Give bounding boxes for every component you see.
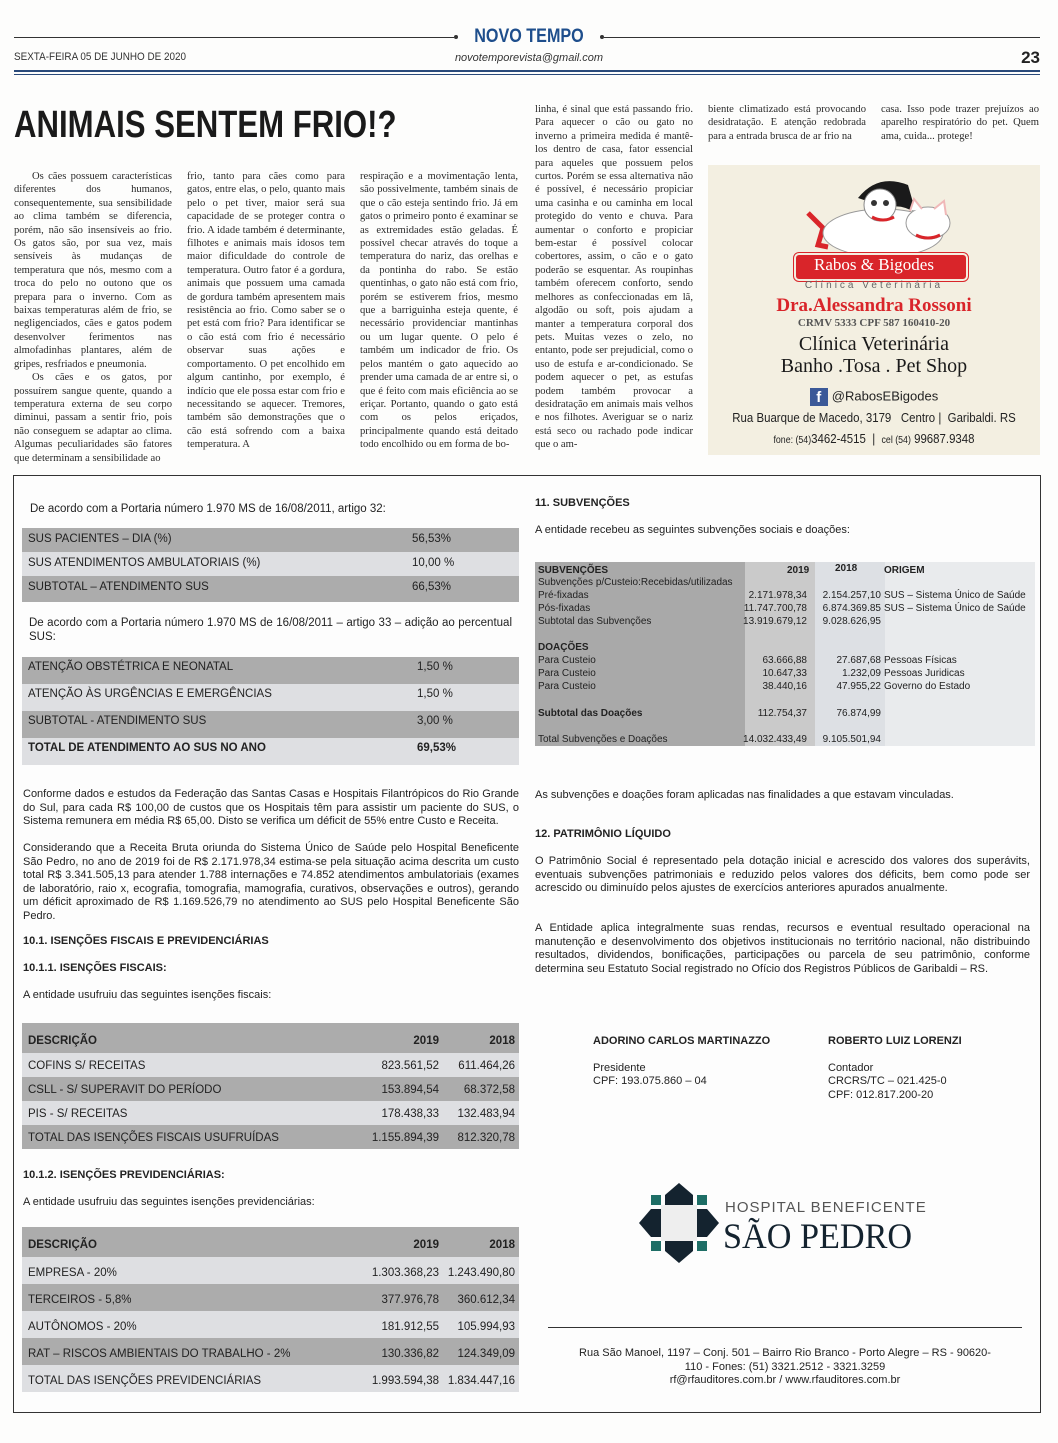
column-header: 2018 (489, 1035, 515, 1047)
heading-10-1-2: 10.1.2. ISENÇÕES PREVIDENCIÁRIAS: (23, 1169, 225, 1181)
row-value: 1,50 % (417, 661, 453, 673)
table-row (22, 1338, 519, 1365)
ad-line1: Clínica Veterinária (798, 333, 950, 355)
origem: SUS – Sistema Único de Saúde (884, 590, 1026, 601)
value-2019: 130.336,82 (381, 1348, 439, 1360)
row-label: TOTAL DE ATENDIMENTO AO SUS NO ANO (28, 742, 266, 754)
value-2019: 14.032.433,49 (743, 734, 807, 745)
header-divider (14, 70, 1040, 72)
ad-crmv: CRMV 5333 CPF 587 160410-20 (797, 317, 951, 329)
header-email: novotemporevista@gmail.com (454, 52, 604, 64)
hospital-logo-icon (639, 1183, 719, 1263)
footer-line: Rua São Manoel, 1197 – Conj. 501 – Bairro Rio Branco - Porto Alegre – RS - 90620- (579, 1347, 991, 1359)
intro-previdenciarias: A entidade usufruiu das seguintes isenções previdenciárias: (23, 1196, 315, 1208)
table-row (22, 1311, 519, 1338)
value-2019: 63.666,88 (762, 655, 807, 666)
paragraph-patrimonio: O Patrimônio Social é representado pela dotação inicial e acrescido dos valores dos superávits, eventuais subvenções patrimoniais e reduzido pelos valores dos déficits, bem como pode ser acrescido ou diminuído pelos ajustes de exercícios anteriores apurados anualmente. (535, 855, 1030, 894)
heading-10-1-1: 10.1.1. ISENÇÕES FISCAIS: (23, 962, 167, 974)
row-label: CSLL - S/ SUPERAVIT DO PERÍODO (28, 1084, 222, 1096)
vet-clinic-ad (708, 165, 1040, 455)
table-isencoes-previdenciarias (22, 1227, 519, 1392)
value-2019: 11.747.700,78 (743, 603, 807, 614)
article-column-3 (360, 170, 518, 452)
ad-facebook-handle: @RabosEBigodes (831, 388, 939, 404)
row-label: SUBTOTAL - ATENDIMENTO SUS (28, 715, 207, 727)
ad-phones: fone: (54)3462-4515 | cel (54) 99687.9348 (773, 431, 975, 446)
signature-accountant (828, 1035, 962, 1102)
value-2018: 1.232,09 (842, 668, 881, 679)
phone: 3462-4515 (811, 431, 866, 446)
value-2018: 68.372,58 (463, 1084, 515, 1096)
paragraph-aplicadas: As subvenções e doações foram aplicadas nas finalidades a que estavam vinculadas. (535, 789, 954, 801)
row-label: RAT – RISCOS AMBIENTAIS DO TRABALHO - 2% (28, 1348, 291, 1360)
row-label: Para Custeio (538, 681, 596, 692)
column-header: 2019 (787, 565, 810, 576)
signer-role: Contador (828, 1061, 874, 1074)
row-label: Subtotal das Doações (538, 708, 643, 719)
article-paragraph: casa. Isso pode trazer prejuízos ao aparelho respiratório do pet. Quem ama, cuida... protege! (881, 104, 1039, 142)
value-2018: 2.154.257,10 (822, 590, 881, 601)
column-header: SUBVENÇÕES (538, 565, 609, 576)
row-label: Subtotal das Subvenções (538, 616, 652, 627)
value-2018: 9.028.626,95 (822, 616, 881, 627)
section-label: DOAÇÕES (538, 642, 589, 653)
table-row (22, 1053, 519, 1077)
row-label: Pré-fixadas (538, 590, 589, 601)
logo-name: SÃO PEDRO (723, 1216, 913, 1256)
value-2018: 1.834.447,16 (447, 1375, 515, 1387)
value-2018: 812.320,78 (457, 1132, 515, 1144)
row-value: 1,50 % (417, 688, 453, 700)
intro-fiscais: A entidade usufruiu das seguintes isenções fiscais: (23, 989, 272, 1001)
row-value: 69,53% (417, 742, 457, 754)
table-row (22, 576, 519, 602)
column-header: DESCRIÇÃO (28, 1239, 98, 1251)
row-label: TERCEIROS - 5,8% (28, 1294, 132, 1306)
value-2018: 27.687,68 (836, 655, 881, 666)
row-label: Para Custeio (538, 655, 596, 666)
column-header: DESCRIÇÃO (28, 1035, 98, 1047)
table-row (22, 684, 519, 711)
masthead: NOVO TEMPO (474, 26, 584, 47)
signer-crc: CRCRS/TC – 021.425-0 (828, 1075, 947, 1087)
table-subvencoes (535, 562, 1035, 746)
footer-email-link[interactable]: rf@rfauditores.com.br / www.rfauditores.com.br (669, 1374, 901, 1386)
table-row (22, 528, 519, 552)
value-2018: 47.955,22 (836, 681, 881, 692)
article-paragraph: Os cães e os gatos, por possuírem sangue quente, quando a temperatura externa de seu corpo diminui, passam a sentir frio, pois não conseguem se adaptar ao clima. Algumas peculiaridades são fatores que determinam a sensibilidade ao (14, 372, 172, 464)
value-2018: 132.483,94 (457, 1108, 515, 1120)
article-column-1 (14, 170, 172, 465)
ad-subtitle: Clínica Veterinária (804, 280, 944, 291)
table-art33 (22, 657, 519, 765)
origem: SUS – Sistema Único de Saúde (884, 603, 1026, 614)
row-label: Pós-fixadas (538, 603, 591, 614)
table-row (22, 711, 519, 738)
value-2019: 38.440,16 (762, 681, 807, 692)
value-2019: 181.912,55 (381, 1321, 439, 1333)
table-header-row (22, 1023, 519, 1053)
table-row (22, 1284, 519, 1311)
table-isencoes-fiscais (22, 1023, 519, 1149)
row-label: AUTÔNOMOS - 20% (28, 1321, 137, 1333)
cel: 99687.9348 (914, 431, 975, 446)
row-value: 3,00 % (417, 715, 453, 727)
article-paragraph: Os cães possuem características diferentes dos humanos, consequentemente, sua sensibilidade ao clima também se diferencia, porém, não são insensíveis ao frio. Os gatos são, por sua vez, mais sensíveis às mudanças de temperatura que nós, mesmo com a troca do pelo no outono que os prepara para o inverno. Com as baixas temperaturas além de frio, se negligenciados, cães e gatos podem desenvolver ferimentos nas almofadinhas plantares, além de gripes, resfriados e pneumonia. (14, 171, 172, 370)
value-2019: 178.438,33 (381, 1108, 439, 1120)
ad-facebook (708, 388, 1040, 406)
footer-rule (548, 1327, 1022, 1328)
value-2019: 2.171.978,34 (748, 590, 807, 601)
table-row (22, 1101, 519, 1125)
signer-name: ROBERTO LUIZ LORENZI (828, 1035, 962, 1047)
column-header: 2018 (835, 563, 858, 574)
origem: Governo do Estado (884, 681, 971, 692)
footer-line: 110 - Fones: (51) 3321.2512 - 3321.3259 (684, 1360, 886, 1373)
article-column-2 (187, 170, 345, 452)
heading-10-1: 10.1. ISENÇÕES FISCAIS E PREVIDENCIÁRIAS (23, 935, 269, 947)
value-2018: 124.349,09 (457, 1348, 515, 1360)
ad-line2: Banho .Tosa . Pet Shop (780, 355, 968, 377)
origem: Pessoas Juridicas (884, 668, 965, 679)
phone-label: fone: (54) (773, 435, 812, 446)
table-row (22, 1077, 519, 1101)
row-label: Total Subvenções e Doações (538, 734, 668, 745)
row-value: 10,00 % (412, 557, 455, 569)
value-2018: 105.994,93 (457, 1321, 515, 1333)
header-date: SEXTA-FEIRA 05 DE JUNHO DE 2020 (14, 51, 187, 63)
ad-doctor: Dra.Alessandra Rossoni (776, 295, 972, 316)
value-2019: 377.976,78 (381, 1294, 439, 1306)
table-row-total (22, 738, 519, 765)
intro-subvencoes: A entidade recebeu as seguintes subvenções sociais e doações: (535, 524, 850, 536)
paragraph-entidade: A Entidade aplica integralmente suas rendas, recursos e eventual resultado operacional na manutenção e desenvolvimento dos objetivos institucionais no território nacional, não distribuindo resultados, dividendos, bonificações, participações ou parcela de seu patrimônio, conforme determina seu Estatuto Social registrado no Ofício dos Registros Públicos de Garibaldi – RS. (535, 922, 1030, 975)
signer-name: ADORINO CARLOS MARTINAZZO (593, 1035, 771, 1047)
row-label: SUS PACIENTES – DIA (%) (28, 533, 172, 545)
origem: Pessoas Físicas (884, 655, 957, 666)
value-2019: 823.561,52 (381, 1060, 439, 1072)
paragraph-federacao: Conforme dados e estudos da Federação das Santas Casas e Hospitais Filantrópicos do Rio Grande do Sul, para cada R$ 100,00 de custos que os Hospitais têm para assistir um paciente do SUS, o Sistema remunera em média R$ 65,00. Disto se verifica um déficit de 55% entre Custo e Receita. (23, 788, 519, 827)
row-label: COFINS S/ RECEITAS (28, 1060, 146, 1072)
value-2018: 76.874,99 (836, 708, 881, 719)
value-2019: 112.754,37 (757, 708, 807, 719)
header-divider (14, 74, 1040, 75)
auditor-footer (548, 1347, 1022, 1388)
row-label: ATENÇÃO ÀS URGÊNCIAS E EMERGÊNCIAS (28, 688, 272, 700)
signature-president (593, 1035, 770, 1089)
article-column-4 (535, 103, 693, 452)
page-number: 23 (1021, 48, 1040, 67)
value-2019: 1.303.368,23 (371, 1267, 439, 1279)
table-row (22, 1257, 519, 1284)
value-2019: 10.647,33 (762, 668, 807, 679)
article-paragraph: respiração e a movimentação lenta, são possivelmente, também sinais de que o cão esteja sentindo frio. Já em gatos o primeiro ponto é examinar se as extremidades estão geladas. É possível checar através do toque a temperatura do nariz, das orelhas e da pontinha do rabo. Se estão quentinhas, o gato não está com frio, porém se estiverem frios, mesmo que a barriguinha esteja quente, é necessário providenciar mantinhas ou um lugar quente. O pelo é também um indicador de frio. Os pelos mantém o gato aquecido ao prender uma camada de ar entre si, o que é feito com mais eficiência ao se eriçar. Portanto, quando o gato está com os pelos eriçados, principalmente quando está deitado todo encolhido ou em forma de bo- (360, 171, 518, 451)
logo-top-text: HOSPITAL BENEFICENTE (725, 1199, 927, 1216)
ad-brand: Rabos & Bigodes (814, 255, 934, 274)
article-column-6 (881, 103, 1039, 143)
value-2019: 1.993.594,38 (371, 1375, 439, 1387)
cel-label: cel (54) (881, 435, 911, 446)
intro-art32: De acordo com a Portaria número 1.970 MS de 16/08/2011, artigo 32: (30, 503, 386, 515)
article-paragraph: biente climatizado está provocando desidratação. E atenção redobrada para a entrada brusca de ar frio na (708, 104, 866, 142)
intro-art33: De acordo com a Portaria número 1.970 MS de 16/08/2011 – artigo 33 – adição ao percentual SUS: (29, 617, 512, 643)
value-2018: 360.612,34 (457, 1294, 515, 1306)
value-2018: 6.874.369.85 (822, 603, 881, 614)
paragraph-receita: Considerando que a Receita Bruta oriunda do Sistema Único de Saúde pelo Hospital Beneficente São Pedro, no ano de 2019 foi de R$ 2.171.978,34 estima-se pela situação acima descrita um custo total R$ 3.341.505,13 para atender 1.788 internações e 74.852 atendimentos ambulatoriais (exames de laboratório, raio x, ecografia, tomografia, mamografia, curativos, observações e outros), gerando um déficit aproximado de R$ 1.169.526,79 no atendimento ao SUS pelo Hospital Beneficente São Pedro. (23, 842, 519, 922)
row-label: TOTAL DAS ISENÇÕES PREVIDENCIÁRIAS (28, 1375, 262, 1387)
heading-12: 12. PATRIMÔNIO LÍQUIDO (535, 828, 671, 840)
dog-cat-illustration (788, 173, 968, 261)
value-2018: 611.464,26 (458, 1060, 515, 1072)
table-row (22, 1365, 519, 1392)
table-row (22, 1125, 519, 1149)
row-label: EMPRESA - 20% (28, 1267, 117, 1279)
value-2019: 1.155.894,39 (371, 1132, 439, 1144)
row-value: 66,53% (412, 581, 452, 593)
row-label: PIS - S/ RECEITAS (28, 1108, 128, 1120)
row-label: Subvenções p/Custeio:Recebidas/utilizadas (538, 577, 733, 588)
article-column-5 (708, 103, 866, 143)
column-header: 2019 (413, 1239, 439, 1251)
column-header: 2018 (489, 1239, 515, 1251)
value-2018: 1.243.490,80 (447, 1267, 515, 1279)
facebook-icon: f (810, 388, 828, 406)
row-label: SUBTOTAL – ATENDIMENTO SUS (28, 581, 209, 593)
signer-role: Presidente (593, 1061, 646, 1074)
column-header: 2019 (413, 1035, 439, 1047)
table-header-row (22, 1227, 519, 1257)
row-label: SUS ATENDIMENTOS AMBULATORIAIS (%) (28, 557, 261, 569)
signer-cpf: CPF: 193.075.860 – 04 (593, 1075, 707, 1087)
article-paragraph: linha, é sinal que está passando frio. Para aquecer o cão ou gato no inverno a primeira medida é mantê-los dentro de casa, fator essencial para aqueles que possuem pelos curtos. Porém se essa alternativa não é possível, é necessário propiciar uma casinha e ou caminha em local protegido do vento e chuva. Para aumentar o conforto e propiciar bem-estar é possível colocar cobertores, assim, o cão e o gato poderão se esquentar. As roupinhas também oferecem conforto, sendo melhores as confeccionadas em lã, algodão ou soft, pois ajudam a manter a temperatura corporal dos pets. Muitas vezes o zelo, no entanto, pode ser prejudicial, como o uso de estufa e ar-condicionado. Se podem aquecer o pet, as estufas podem também provocar a desidratação em animais mais velhos e nos filhotes. Averiguar se o nariz está seco ou rachado pode indicar que o am- (535, 104, 693, 451)
row-label: ATENÇÃO OBSTÉTRICA E NEONATAL (28, 661, 234, 673)
signer-cpf: CPF: 012.817.200-20 (828, 1088, 934, 1101)
row-label: TOTAL DAS ISENÇÕES FISCAIS USUFRUÍDAS (28, 1132, 279, 1144)
table-row (22, 552, 519, 576)
row-value: 56,53% (412, 533, 452, 545)
heading-11: 11. SUBVENÇÕES (535, 497, 630, 509)
value-2019: 13.919.679,12 (743, 616, 807, 627)
table-row (22, 657, 519, 684)
table-art32 (22, 528, 519, 602)
value-2019: 153.894,54 (381, 1084, 439, 1096)
article-headline: ANIMAIS SENTEM FRIO!? (14, 104, 397, 146)
article-paragraph: frio, tanto para cães como para gatos, entre elas, o pelo, quanto mais pelo o pet tiver, maior será sua capacidade de se proteger contra o frio. A idade também é determinante, filhotes e animais mais idosos tem maior dificuldade do controle de temperatura. Outro fator é a gordura, animais que possuem uma camada de gordura também apresentem mais resistência ao frio. Como saber se o pet está com frio? Para identificar se o cão está com frio é necessário observar suas ações e comportamento. O pet encolhido em algum cantinho, por exemplo, é indício que ele possa estar com frio e necessitando se aquecer. Tremores, também são demonstrações que o cão está sofrendo com a baixa temperatura. A (187, 171, 345, 451)
value-2018: 9.105.501,94 (822, 734, 881, 745)
ad-address: Rua Buarque de Macedo, 3179 Centro | Garibaldi. RS (732, 410, 1016, 425)
row-label: Para Custeio (538, 668, 596, 679)
column-header: ORIGEM (884, 565, 925, 576)
